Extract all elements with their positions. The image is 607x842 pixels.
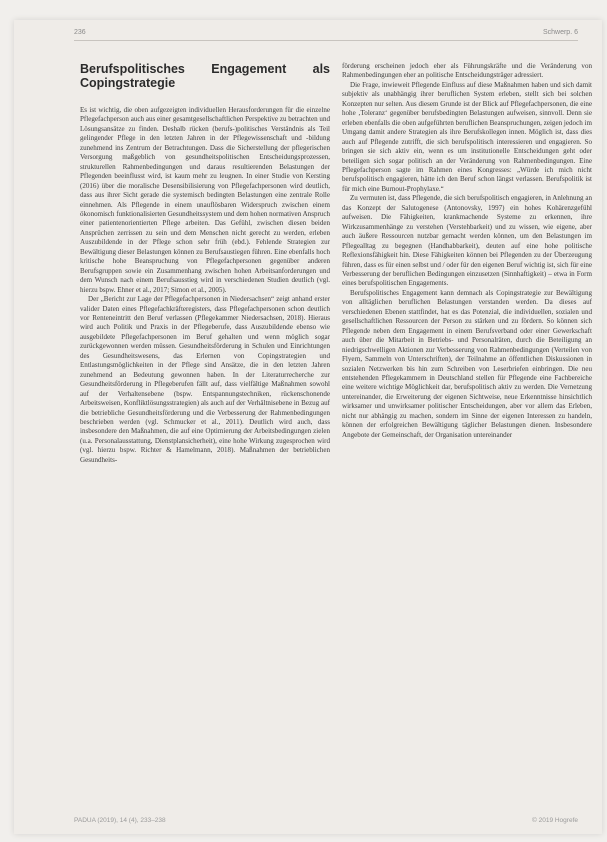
section-title: Berufspolitisches Engagement als Copingstrategie [80, 62, 330, 90]
right-column [342, 62, 592, 440]
document-page [14, 20, 602, 834]
paragraph: Die Frage, inwieweit Pflegende Einfluss auf diese Maßnahmen haben und sich damit subjektiv als unabhängig ihrer beruflichen System erleben, stellt sich bei solchen Konzepten nur selten. Aus diesem Grunde ist der Blick auf Pflegefachpersonen, die eine hohe ‚Toleranz‘ gegenüber berufsbedingten Belastungen aufweisen, sinnvoll. Denn sie erleben ebenfalls die oben aufgeführten beruflichen Beanspruchungen, zeigen jedoch im Umgang damit andere Strategien als ihre Berufskollegen innen. Möglich ist, dass dies auch auf Pflegende zutrifft, die sich berufspolitisch interessieren und engagieren. So bringen sie sich aktiv ein, wenn es um institutionelle Entscheidungen geht oder beteiligen sich sogar politisch an der Veränderung von Rahmenbedingungen. Eine Pflegefachperson sagte im Rahmen eines Kongresses: „Würde ich mich nicht berufspolitisch engagieren, hätte ich den Beruf schon längst verlassen. Berufspolitik ist für mich eine Burnout-Prophylaxe.“ [342, 80, 592, 193]
footer-citation: PADUA (2019), 14 (4), 233–238 [74, 817, 166, 824]
paragraph: förderung erscheinen jedoch eher als Führungskräfte und die Veränderung von Rahmenbedingungen eher an politische Entscheidungsträger adressiert. [342, 62, 592, 80]
left-column [80, 62, 330, 465]
paragraph: Es ist wichtig, die oben aufgezeigten individuellen Herausforderungen für die einzelne Pflegefachperson auch aus einer gesamtgesellschaftlichen Perspektive zu betrachten und Lösungsansätze zu finden. Deshalb rücken (berufs-)politisches Verständnis als Teil gelingender Pflege in den letzten Jahren in der Pflegewissenschaft und -bildung zunehmend ins Zentrum der Betrachtungen. Dass die Sicherstellung der pflegerischen Versorgung maßgeblich von gesundheitspolitischen Entscheidungsprozessen, strukturellen Rahmenbedingungen und daraus resultierenden Belastungen der Pflegenden beeinflusst wird, ist kaum mehr zu leugnen. In einer Studie von Kersting (2016) über die moralische Desensibilisierung von Pflegefachpersonen wird deutlich, dass aus ihrer Sicht gerade die systemisch bedingten Belastungen eine zentrale Rolle einnehmen. Als Pflegende in einem unauflösbaren Widerspruch zwischen einem ökonomisch funktionalisierten Gesundheitssystem und dem hohen normativen Anspruch einer patientenorientierten Pflege arbeiten. Das Gefühl, zwischen diesen beiden Ansprüchen zerrissen zu sein und dem Menschen nicht gerecht zu werden, erleben Auszubildende in der Pflege schon sehr früh (ebd.). Fehlende Strategien zur Bewältigung dieser Belastungen können zu Berufsaustiegen führen. Eine ebenfalls hoch kritische hohe Beanspruchung von Pflegefachpersonen gegenüber anderen Berufsgruppen sowie ein Zusammenhang zwischen hohen Arbeitsanforderungen und dem Wunsch nach einem Berufsausstieg wird in verschiedenen Studien deutlich (vgl. hierzu bspw. Ehner et al., 2017; Simon et al., 2005). [80, 106, 330, 294]
footer-copyright: © 2019 Hogrefe [532, 817, 578, 824]
page-number: 236 [74, 29, 86, 36]
paragraph: Zu vermuten ist, dass Pflegende, die sich berufspolitisch engagieren, in Anlehnung an das Konzept der Salutogenese (Antonovsky, 1997) ein hohes Kohärenzgefühl aufweisen. Die Fähigkeiten, krankmachende Systeme zu erkennen, ihre Wirkzusammenhänge zu verstehen (Verstehbarkeit) und zu wissen, wie eigene, aber auch äußere Ressourcen nutzbar gemacht werden können, um den Belastungen im Pflegealltag zu begegnen (Handhabbarkeit), deuten auf eine hohe politische Reflexionsfähigkeit hin. Diese Fähigkeiten können bei Pflegenden zu der Überzeugung führen, dass es für einen selbst und / oder für den eigenen Beruf wichtig ist, sich für eine Verbesserung der beruflichen Bedingungen einzusetzen (Sinnhaftigkeit) – etwa in Form eines berufspolitischen Engagements. [342, 194, 592, 288]
running-title: Schwerp. 6 [542, 29, 578, 36]
header-rule [74, 40, 578, 41]
paragraph: Der „Bericht zur Lage der Pflegefachpersonen in Niedersachsen“ zeigt anhand erster valider Daten eines Pflegefachkräfteregisters, dass Pflegefachpersonen schon deutlich vor Renteneintritt den Beruf verlassen (Pflegekammer Niedersachsen, 2018). Hieraus wird auch Politik und Praxis in der Pflegeberufe, dass Auszubildende ebenso wie ausgebildete Pflegefachpersonen im Beruf gehalten und wenn möglich sogar zurückgewonnen werden müssen. Gesundheitsförderung in Schulen und Einrichtungen des Gesundheitswesens, das Erlernen von Copingstrategien und Entlastungsmöglichkeiten in der Pflege sind Ansätze, die in den letzten Jahren zunehmend an Bedeutung gewonnen haben. In der Literaturrecherche zur Gesundheitsförderung in Pflegeberufen fällt auf, dass vielfältige Maßnahmen sowohl auf der Verhaltensebene (bspw. Entspannungstechniken, rückenschonende Arbeitsweisen, Konfliktlösungsstrategien) als auch auf der Verhältnisebene in Bezug auf die betriebliche Gesundheitsförderung und die Verbesserung der Rahmenbedingungen beschrieben werden (vgl. Schmucker et al., 2011). Deutlich wird auch, dass insbesondere den Maßnahmen, die auf eine Optimierung der Arbeitsbedingungen zielen (u.a. Personalausstattung, Dienstplansicherheit), eine hohe Wirkung zugesprochen wird (vgl. hierzu bspw. Richter & Hamelmann, 2018). Maßnahmen der betrieblichen Gesundheits- [80, 295, 330, 464]
paragraph: Berufspolitisches Engagement kann demnach als Copingstrategie zur Bewältigung von alltäglichen beruflichen Belastungen verstanden werden. Da dieses auf verschiedenen Ebenen stattfindet, hat es das Potenzial, die individuellen, sozialen und gesellschaftlichen Ressourcen der Person zu stärken und zu fördern. So können sich Pflegende neben dem Engagement in einem Berufsverband oder einer Gewerkschaft auch über die Mitarbeit in Betriebs- und Personalräten, durch die Beteiligung an niedrigschwelligen Aktionen zur Verbesserung von Rahmenbedingungen (Verteilen von Flyern, Sammeln von Unterschriften), der Teilnahme an öffentlichen Diskussionen in sozialen Netzwerken bis hin zum Schreiben von Leserbriefen einbringen. Die neu entstehenden Pflegekammern in Deutschland stellen für Pflegende eine Fachbereiche eine weitere wichtige Möglichkeit dar, berufspolitisch aktiv zu werden. Die Vernetzung untereinander, die Erweiterung der eigenen Sichtweise, neue Erkenntnisse hinsichtlich wirksamer und unwirksamer politischer Entscheidungen, aber vor allem das Erleben, nicht nur abhängig zu machen, sondern im Sinne der eigenen Interessen zu handeln, können der erfolgreichen Bewältigung täglicher Belastungen dienen. Insbesondere Angebote der Gemeinschaft, der Organisation untereinander [342, 288, 592, 439]
